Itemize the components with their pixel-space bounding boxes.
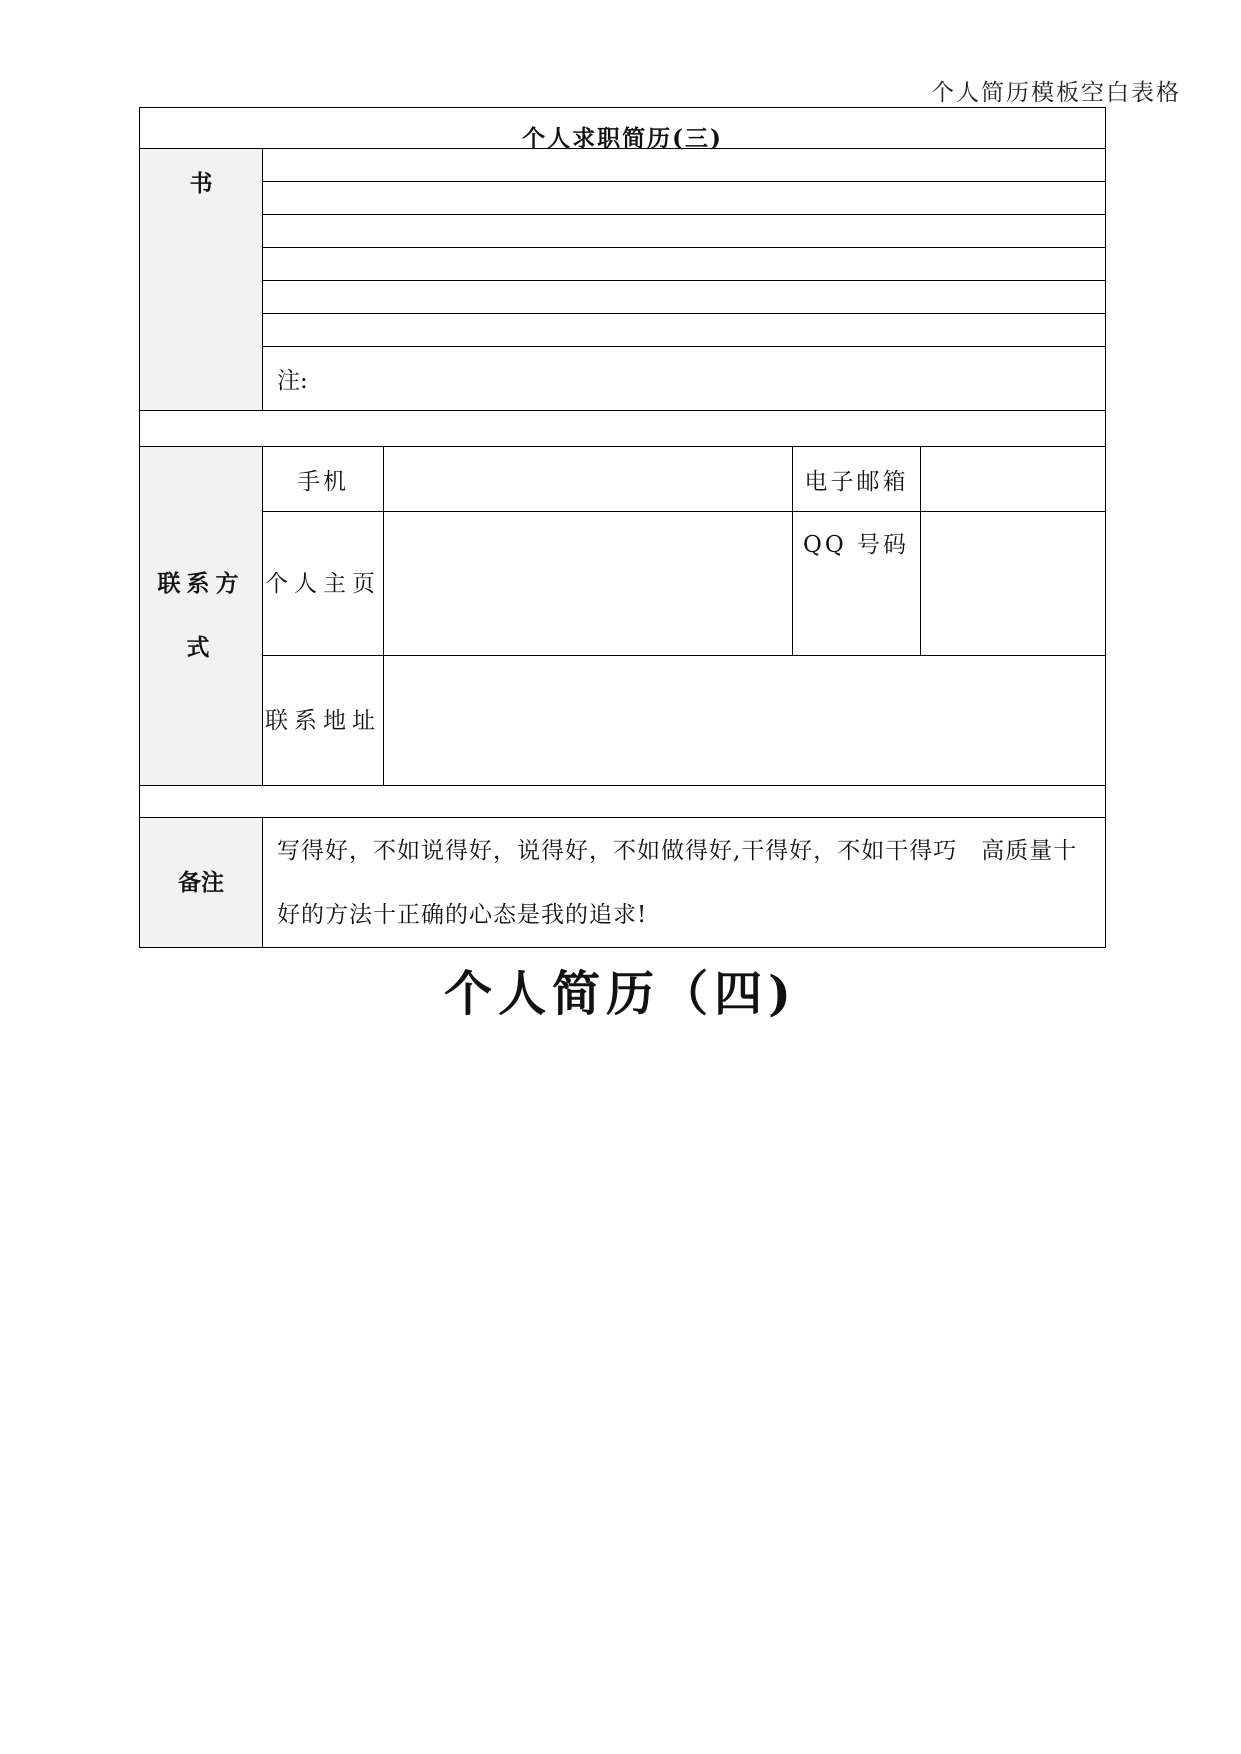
spacer-row-2 [140, 786, 1106, 818]
homepage-label: 个人主页 [263, 512, 384, 656]
qq-label: QQ 号码 [793, 512, 921, 656]
cert-line-4[interactable] [263, 248, 1106, 281]
table-title: 个人求职简历(三) [140, 108, 1106, 149]
cert-note: 注: [263, 347, 1106, 411]
phone-label: 手机 [263, 447, 384, 512]
spacer-row [140, 411, 1106, 447]
cert-line-1[interactable] [263, 149, 1106, 182]
remark-text: 写得好，不如说得好，说得好，不如做得好,干得好，不如干得巧 高质量十好的方法十正确的心态是我的追求! [263, 818, 1106, 948]
address-field[interactable] [384, 656, 1106, 786]
resume-table [139, 107, 1106, 948]
homepage-field[interactable] [384, 512, 793, 656]
email-field[interactable] [921, 447, 1106, 512]
cert-line-5[interactable] [263, 281, 1106, 314]
cert-line-3[interactable] [263, 215, 1106, 248]
cert-line-6[interactable] [263, 314, 1106, 347]
page-header: 个人简历模板空白表格 [931, 80, 1181, 106]
qq-field[interactable] [921, 512, 1106, 656]
cert-section-label: 书 [140, 149, 263, 411]
cert-line-2[interactable] [263, 182, 1106, 215]
phone-field[interactable] [384, 447, 793, 512]
address-label: 联系地址 [263, 656, 384, 786]
email-label: 电子邮箱 [793, 447, 921, 512]
next-resume-title: 个人简历（四) [444, 966, 797, 1022]
contact-section-label: 联系方式 [140, 447, 263, 786]
remark-section-label: 备注 [140, 818, 263, 948]
